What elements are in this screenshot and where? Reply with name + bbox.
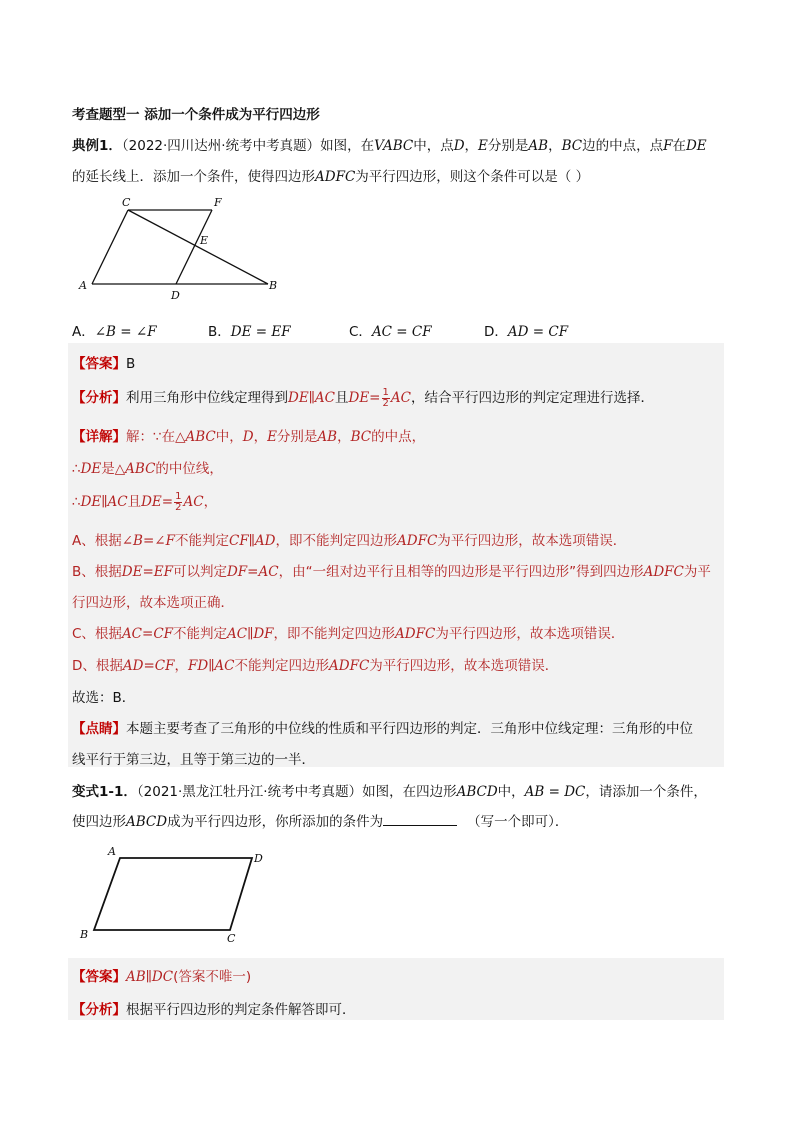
math-expr: ∠B=∠F <box>121 533 175 549</box>
math-var: DE <box>685 138 707 154</box>
analysis-text: 根据平行四边形的判定条件解答即可． <box>126 1002 356 1018</box>
analysis-text: ，结合平行四边形的判定定理进行选择． <box>410 390 654 406</box>
label-C: C <box>227 932 236 945</box>
answer-blank[interactable] <box>383 813 457 826</box>
stem-text: 边的中点，点 <box>582 138 664 154</box>
option-math: ∠B = ∠F <box>94 324 157 340</box>
math-expr: BC <box>350 429 372 445</box>
math-expr: AC∥DF <box>227 626 274 642</box>
detail-text: 不能判定 <box>174 533 229 549</box>
stem-text: 使四边形 <box>72 814 126 830</box>
label-B: B <box>80 928 89 941</box>
stem-text: 如图，在四边形 <box>362 784 457 800</box>
comment-text: 本题主要考查了三角形的中位线的性质和平行四边形的判定．三角形中位线定理：三角形的中位 <box>126 721 693 737</box>
analysis-tag: 【分析】 <box>72 1002 126 1018</box>
answer-tag: 【答案】 <box>72 356 126 372</box>
example1-source: （2022·四川达州·统考中考真题） <box>121 138 321 154</box>
variant-answer-line <box>72 965 251 985</box>
math-expr: DE∥AC <box>288 390 335 406</box>
frac-den: 2 <box>382 397 389 409</box>
math-expr: AC=CF <box>121 626 174 642</box>
math-expr: AB = DC <box>524 784 586 800</box>
label-A: A <box>79 279 87 292</box>
detail-text: 中， <box>215 429 243 445</box>
math-var: ADFC <box>315 169 356 185</box>
analysis-text: 利用三角形中位线定理得到 <box>126 390 288 406</box>
example1-stem-line2 <box>72 165 589 185</box>
detail-text: D、根据 <box>72 658 123 674</box>
detail-text: B、根据 <box>72 564 122 580</box>
label-C: C <box>122 196 131 209</box>
detail-text: 解：∵在 <box>126 429 176 445</box>
detail-text: ∴ <box>72 494 81 510</box>
triangle-figure <box>72 192 292 304</box>
math-expr: DE∥AC <box>80 494 128 510</box>
answer-line <box>72 352 135 372</box>
math-expr: ADFC <box>643 564 684 580</box>
option-b <box>208 320 291 340</box>
fraction-half <box>174 492 182 513</box>
label-F: F <box>214 196 222 209</box>
option-key: C． <box>349 324 372 340</box>
label-D: D <box>254 852 263 865</box>
label-B: B <box>269 279 278 292</box>
answer-value: B <box>126 356 136 372</box>
math-expr: △ABC <box>175 429 216 445</box>
option-key: D． <box>484 324 508 340</box>
stem-text: （写一个即可）． <box>467 814 569 830</box>
comment-tag: 【点睛】 <box>72 721 126 737</box>
math-var: E <box>478 138 488 154</box>
detail-option-b <box>72 560 711 580</box>
variant1-stem-line2 <box>72 810 568 830</box>
math-expr: FD∥AC <box>188 658 235 674</box>
detail-option-a <box>72 529 626 549</box>
math-expr: D <box>242 429 254 445</box>
variant1-source: （2021·黑龙江牡丹江·统考中考真题） <box>136 784 363 800</box>
math-expr: ADFC <box>395 626 436 642</box>
detail-text: 为平行四边形，故本选项错误． <box>435 626 625 642</box>
answer-note: (答案不唯一) <box>173 969 252 985</box>
detail-text: 为平行四边形，故本选项错误． <box>437 533 627 549</box>
variant1-stem-line1 <box>72 780 707 800</box>
detail-text: 分别是 <box>276 429 318 445</box>
math-var: D <box>453 138 465 154</box>
parallelogram-figure <box>72 838 282 948</box>
math-expr: AC <box>183 494 204 510</box>
label-D: D <box>171 289 180 302</box>
math-expr: CF∥AD <box>228 533 276 549</box>
analysis-text: 且 <box>335 390 349 406</box>
detail-text: ， <box>337 429 351 445</box>
stem-text: 中，点 <box>413 138 454 154</box>
label-E: E <box>200 234 209 247</box>
analysis-tag: 【分析】 <box>72 390 126 406</box>
comment-line2: 线平行于第三边，且等于第三边的一半． <box>72 752 315 768</box>
detail-text: 的中点， <box>371 429 426 445</box>
detail-text: 为平 <box>683 564 711 580</box>
detail-text: C、根据 <box>72 626 122 642</box>
stem-text: 为平行四边形，则这个条件可以是（ ） <box>355 169 590 185</box>
detail-text: 为平行四边形，故本选项错误． <box>369 658 559 674</box>
triangle-symbol: VABC <box>374 138 414 154</box>
option-math: AD = CF <box>507 324 569 340</box>
math-expr: AC <box>390 390 411 406</box>
detail-text: ，即不能判定四边形 <box>275 533 397 549</box>
detail-text: 的中位线， <box>155 461 223 477</box>
label-A: A <box>108 845 116 858</box>
detail-line2 <box>72 457 223 477</box>
analysis-line <box>72 386 654 409</box>
stem-text: 分别是 <box>487 138 529 154</box>
option-math: AC = CF <box>371 324 432 340</box>
detail-text: 可以判定 <box>172 564 227 580</box>
math-expr: ADFC <box>397 533 438 549</box>
detail-text: ，即不能判定四边形 <box>273 626 396 642</box>
detail-text: 不能判定 <box>173 626 228 642</box>
detail-text: ， <box>174 658 188 674</box>
option-d <box>484 320 568 340</box>
math-expr: E <box>267 429 277 445</box>
frac-num: 1 <box>382 386 389 398</box>
math-expr: DE=EF <box>121 564 173 580</box>
example1-stem-line1 <box>72 134 707 154</box>
math-var: ABCD <box>456 784 498 800</box>
section-title: 考查题型一 添加一个条件成为平行四边形 <box>72 107 320 123</box>
detail-text: A、根据 <box>72 533 122 549</box>
detail-option-d <box>72 654 558 674</box>
comment-line1 <box>72 717 693 737</box>
option-key: B． <box>208 324 231 340</box>
detail-text: 是 <box>101 461 115 477</box>
stem-text: 如图，在 <box>320 138 375 154</box>
frac-num: 1 <box>175 490 182 502</box>
math-expr: AB <box>317 429 338 445</box>
detail-line3 <box>72 490 217 513</box>
option-c <box>349 320 432 340</box>
math-expr: ADFC <box>329 658 370 674</box>
detail-text: ， <box>203 494 218 510</box>
math-expr: DF=AC <box>226 564 279 580</box>
stem-text: 中， <box>497 784 525 800</box>
math-var: BC <box>561 138 583 154</box>
math-var: ABCD <box>126 814 168 830</box>
math-expr: DE <box>80 461 102 477</box>
detail-text: ， <box>253 429 268 445</box>
choose-line: 故选：B． <box>72 690 136 706</box>
answer-tag: 【答案】 <box>72 969 126 985</box>
variant-analysis-line <box>72 998 356 1018</box>
math-expr: DE= <box>141 494 174 510</box>
detail-option-c <box>72 622 624 642</box>
detail-line1 <box>72 425 425 445</box>
detail-text: 且 <box>127 494 142 510</box>
option-key: A． <box>72 324 95 340</box>
fraction-half <box>382 388 390 409</box>
math-expr: AD=CF <box>122 658 175 674</box>
detail-tag: 【详解】 <box>72 429 126 445</box>
detail-option-b-cont: 行四边形，故本选项正确． <box>72 595 234 611</box>
option-math: DE = EF <box>230 324 291 340</box>
answer-math: AB∥DC <box>126 969 174 985</box>
stem-text: 成为平行四边形，你所添加的条件为 <box>167 814 384 830</box>
math-var: AB <box>528 138 549 154</box>
math-expr: △ABC <box>114 461 156 477</box>
detail-text: ，由“一组对边平行且相等的四边形是平行四边形”得到四边形 <box>278 564 644 580</box>
stem-text: ， <box>464 138 479 154</box>
stem-text: ， <box>548 138 562 154</box>
option-a <box>72 320 157 340</box>
example1-label: 典例1． <box>72 138 122 154</box>
math-var: F <box>663 138 673 154</box>
detail-text: ∴ <box>72 461 81 477</box>
stem-text: 的延长线上．添加一个条件，使得四边形 <box>72 169 315 185</box>
variant1-label: 变式1-1． <box>72 784 137 800</box>
math-expr: DE= <box>348 390 381 406</box>
stem-text: ，请添加一个条件， <box>585 784 707 800</box>
stem-text: 在 <box>672 138 686 154</box>
frac-den: 2 <box>175 501 182 513</box>
detail-text: 不能判定四边形 <box>234 658 330 674</box>
